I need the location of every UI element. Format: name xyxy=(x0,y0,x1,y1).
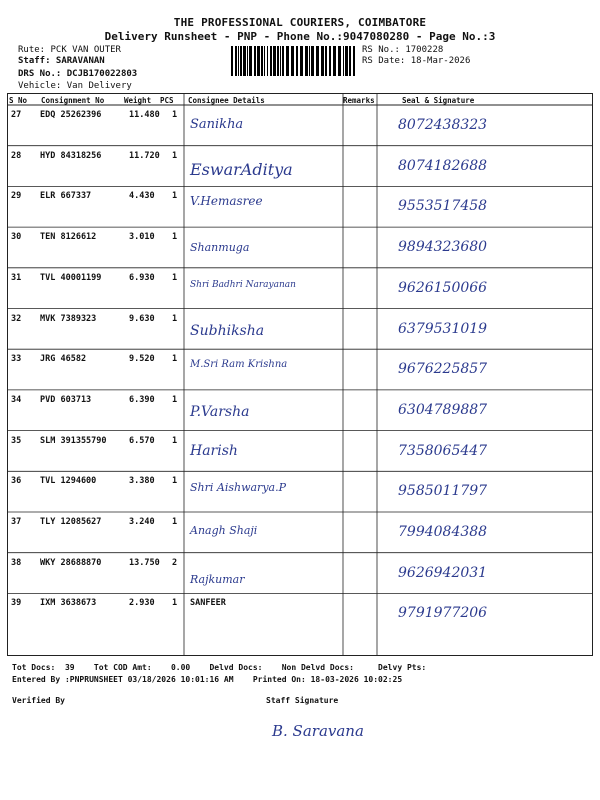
col-header-remarks: Remarks xyxy=(343,96,375,105)
barcode-bar xyxy=(333,46,336,76)
cell-pcs: 1 xyxy=(172,313,178,324)
cell-consignee: SANFEER xyxy=(190,598,226,609)
cell-consignee: EswarAditya xyxy=(190,159,293,179)
barcode-bar xyxy=(235,46,237,76)
cell-consignee: Shri Badhri Narayanan xyxy=(190,279,296,290)
rs-number: RS No.: 1700228 xyxy=(362,45,444,55)
cell-weight: 6.390 xyxy=(129,394,155,405)
cell-weight: 9.630 xyxy=(129,313,155,324)
barcode-bar xyxy=(353,46,355,76)
cell-consignment: TVL 1294600 xyxy=(40,476,97,487)
col-header-pcs: PCS xyxy=(160,96,174,105)
barcode-bar xyxy=(247,46,248,76)
verified-by-label: Verified By xyxy=(12,696,65,705)
cell-seal-signature: 8074182688 xyxy=(398,157,488,174)
staff-signature-label: Staff Signature xyxy=(266,696,339,705)
barcode-bar xyxy=(345,46,348,76)
barcode-bar xyxy=(231,46,233,76)
barcode-bar xyxy=(282,46,284,76)
cell-seal-signature: 7994084388 xyxy=(398,524,488,540)
cell-consignment: TLY 12085627 xyxy=(40,517,102,527)
barcode-bar xyxy=(291,46,294,76)
entered-by-line: Entered By :PNPRUNSHEET 03/18/2026 10:01:16 AM Printed On: 18-03-2026 10:02:25 xyxy=(12,675,403,684)
barcode-bar xyxy=(329,46,331,76)
cell-weight: 11.480 xyxy=(129,110,160,120)
cell-consignment: EDQ 25262396 xyxy=(40,110,102,120)
barcode-bar xyxy=(254,46,256,76)
col-header-consignee: Consignee Details xyxy=(188,96,265,105)
staff-label: Staff: SARAVANAN xyxy=(18,56,105,66)
route-label: Rute: PCK VAN OUTER xyxy=(18,45,121,55)
barcode-bar xyxy=(238,46,239,76)
cell-seal-signature: 8072438323 xyxy=(398,117,488,133)
barcode-bar xyxy=(300,46,303,76)
runsheet-table-grid xyxy=(7,93,593,656)
cell-consignment: JRG 46582 xyxy=(40,354,87,365)
cell-consignee: V.Hemasree xyxy=(190,194,263,209)
cell-pcs: 1 xyxy=(172,394,178,405)
cell-weight: 4.430 xyxy=(129,191,155,202)
cell-sno: 32 xyxy=(11,313,22,324)
cell-weight: 9.520 xyxy=(129,354,155,365)
cell-consignment: SLM 391355790 xyxy=(40,435,107,446)
cell-pcs: 1 xyxy=(172,191,178,202)
rs-date: RS Date: 18-Mar-2026 xyxy=(362,56,471,66)
cell-sno: 33 xyxy=(11,354,22,365)
cell-sno: 39 xyxy=(11,598,22,609)
barcode-bar xyxy=(267,46,268,76)
barcode-bar xyxy=(249,46,252,76)
cell-pcs: 1 xyxy=(172,476,178,487)
cell-weight: 6.570 xyxy=(129,435,155,446)
cell-pcs: 1 xyxy=(172,354,178,365)
barcode-bar xyxy=(257,46,260,76)
drs-label: DRS No.: DCJB170022803 xyxy=(18,69,138,79)
cell-seal-signature: 9894323680 xyxy=(398,239,488,256)
cell-pcs: 1 xyxy=(172,150,178,161)
cell-seal-signature: 9791977206 xyxy=(398,605,488,622)
cell-consignee: P.Varsha xyxy=(190,403,250,420)
col-header-seal: Seal & Signature xyxy=(402,96,475,105)
cell-consignment: ELR 667337 xyxy=(40,191,92,202)
barcode-bar xyxy=(270,46,272,76)
col-header-consignment: Consignment No xyxy=(41,96,105,105)
cell-seal-signature: 9585011797 xyxy=(398,483,488,500)
col-header-sno: S No xyxy=(9,96,28,105)
totals-line: Tot Docs: 39 Tot COD Amt: 0.00 Delvd Docs: Non Delvd Docs: Delvy Pts: xyxy=(12,663,427,672)
runsheet-subtitle: Delivery Runsheet - PNP - Phone No.:9047080280 - Page No.:3 xyxy=(104,30,496,43)
cell-seal-signature: 9626150066 xyxy=(398,279,488,296)
barcode-bar xyxy=(280,46,281,76)
cell-consignee: Anagh Shaji xyxy=(190,524,258,537)
cell-sno: 37 xyxy=(11,517,22,527)
col-header-weight: Weight xyxy=(124,96,152,105)
cell-weight: 6.930 xyxy=(129,272,155,283)
cell-consignee: Shanmuga xyxy=(190,241,250,255)
vehicle-label: Vehicle: Van Delivery xyxy=(18,81,132,91)
cell-sno: 38 xyxy=(11,557,22,568)
barcode-bar xyxy=(321,46,324,76)
cell-seal-signature: 7358065447 xyxy=(398,442,488,459)
cell-pcs: 1 xyxy=(172,110,178,120)
cell-consignee: Harish xyxy=(190,442,238,459)
barcode-bar xyxy=(286,46,289,76)
cell-seal-signature: 9553517458 xyxy=(398,198,488,215)
cell-weight: 2.930 xyxy=(129,598,155,609)
barcode-bar xyxy=(240,46,242,76)
cell-sno: 27 xyxy=(11,110,22,120)
barcode-bar xyxy=(264,46,265,76)
cell-weight: 3.380 xyxy=(129,476,155,487)
cell-consignee: Rajkumar xyxy=(190,572,245,586)
company-title: THE PROFESSIONAL COURIERS, COIMBATORE xyxy=(173,16,427,29)
cell-consignment: IXM 3638673 xyxy=(40,598,97,609)
cell-weight: 13.750 xyxy=(129,557,160,568)
barcode-bar xyxy=(349,46,351,76)
cell-sno: 31 xyxy=(11,272,22,283)
cell-sno: 34 xyxy=(11,394,22,405)
staff-signature-handwriting: B. Saravana xyxy=(272,722,364,740)
cell-sno: 36 xyxy=(11,476,22,487)
cell-pcs: 2 xyxy=(172,557,178,568)
cell-consignment: TEN 8126612 xyxy=(40,232,97,243)
cell-sno: 30 xyxy=(11,232,22,243)
cell-consignee: Shri Aishwarya.P xyxy=(190,481,286,495)
cell-seal-signature: 9676225857 xyxy=(398,361,488,378)
cell-seal-signature: 9626942031 xyxy=(398,564,488,581)
barcode-bar xyxy=(273,46,276,76)
cell-sno: 35 xyxy=(11,435,22,446)
cell-weight: 3.240 xyxy=(129,517,155,527)
cell-pcs: 1 xyxy=(172,272,178,283)
cell-seal-signature: 6304789887 xyxy=(398,401,488,418)
cell-consignment: PVD 603713 xyxy=(40,394,92,405)
barcode-bar xyxy=(296,46,298,76)
barcode xyxy=(231,46,357,76)
barcode-bar xyxy=(316,46,319,76)
cell-weight: 11.720 xyxy=(129,150,160,161)
cell-pcs: 1 xyxy=(172,232,178,243)
cell-pcs: 1 xyxy=(172,517,178,527)
cell-sno: 29 xyxy=(11,191,22,202)
barcode-bar xyxy=(277,46,279,76)
barcode-bar xyxy=(305,46,308,76)
cell-consignee: M.Sri Ram Krishna xyxy=(190,359,288,371)
barcode-bar xyxy=(311,46,314,76)
barcode-bar xyxy=(325,46,327,76)
barcode-bar xyxy=(343,46,344,76)
cell-consignment: WKY 28688870 xyxy=(40,557,102,568)
cell-seal-signature: 6379531019 xyxy=(398,320,488,337)
cell-pcs: 1 xyxy=(172,598,178,609)
cell-consignee: Subhiksha xyxy=(190,322,265,339)
barcode-bar xyxy=(309,46,310,76)
barcode-bar xyxy=(261,46,263,76)
cell-consignment: HYD 84318256 xyxy=(40,150,102,161)
barcode-bar xyxy=(338,46,341,76)
cell-sno: 28 xyxy=(11,150,22,161)
cell-consignee: Sanikha xyxy=(190,117,244,132)
cell-pcs: 1 xyxy=(172,435,178,446)
cell-consignment: MVK 7389323 xyxy=(40,313,97,324)
barcode-bar xyxy=(243,46,246,76)
cell-weight: 3.010 xyxy=(129,232,155,243)
cell-consignment: TVL 40001199 xyxy=(40,272,102,283)
